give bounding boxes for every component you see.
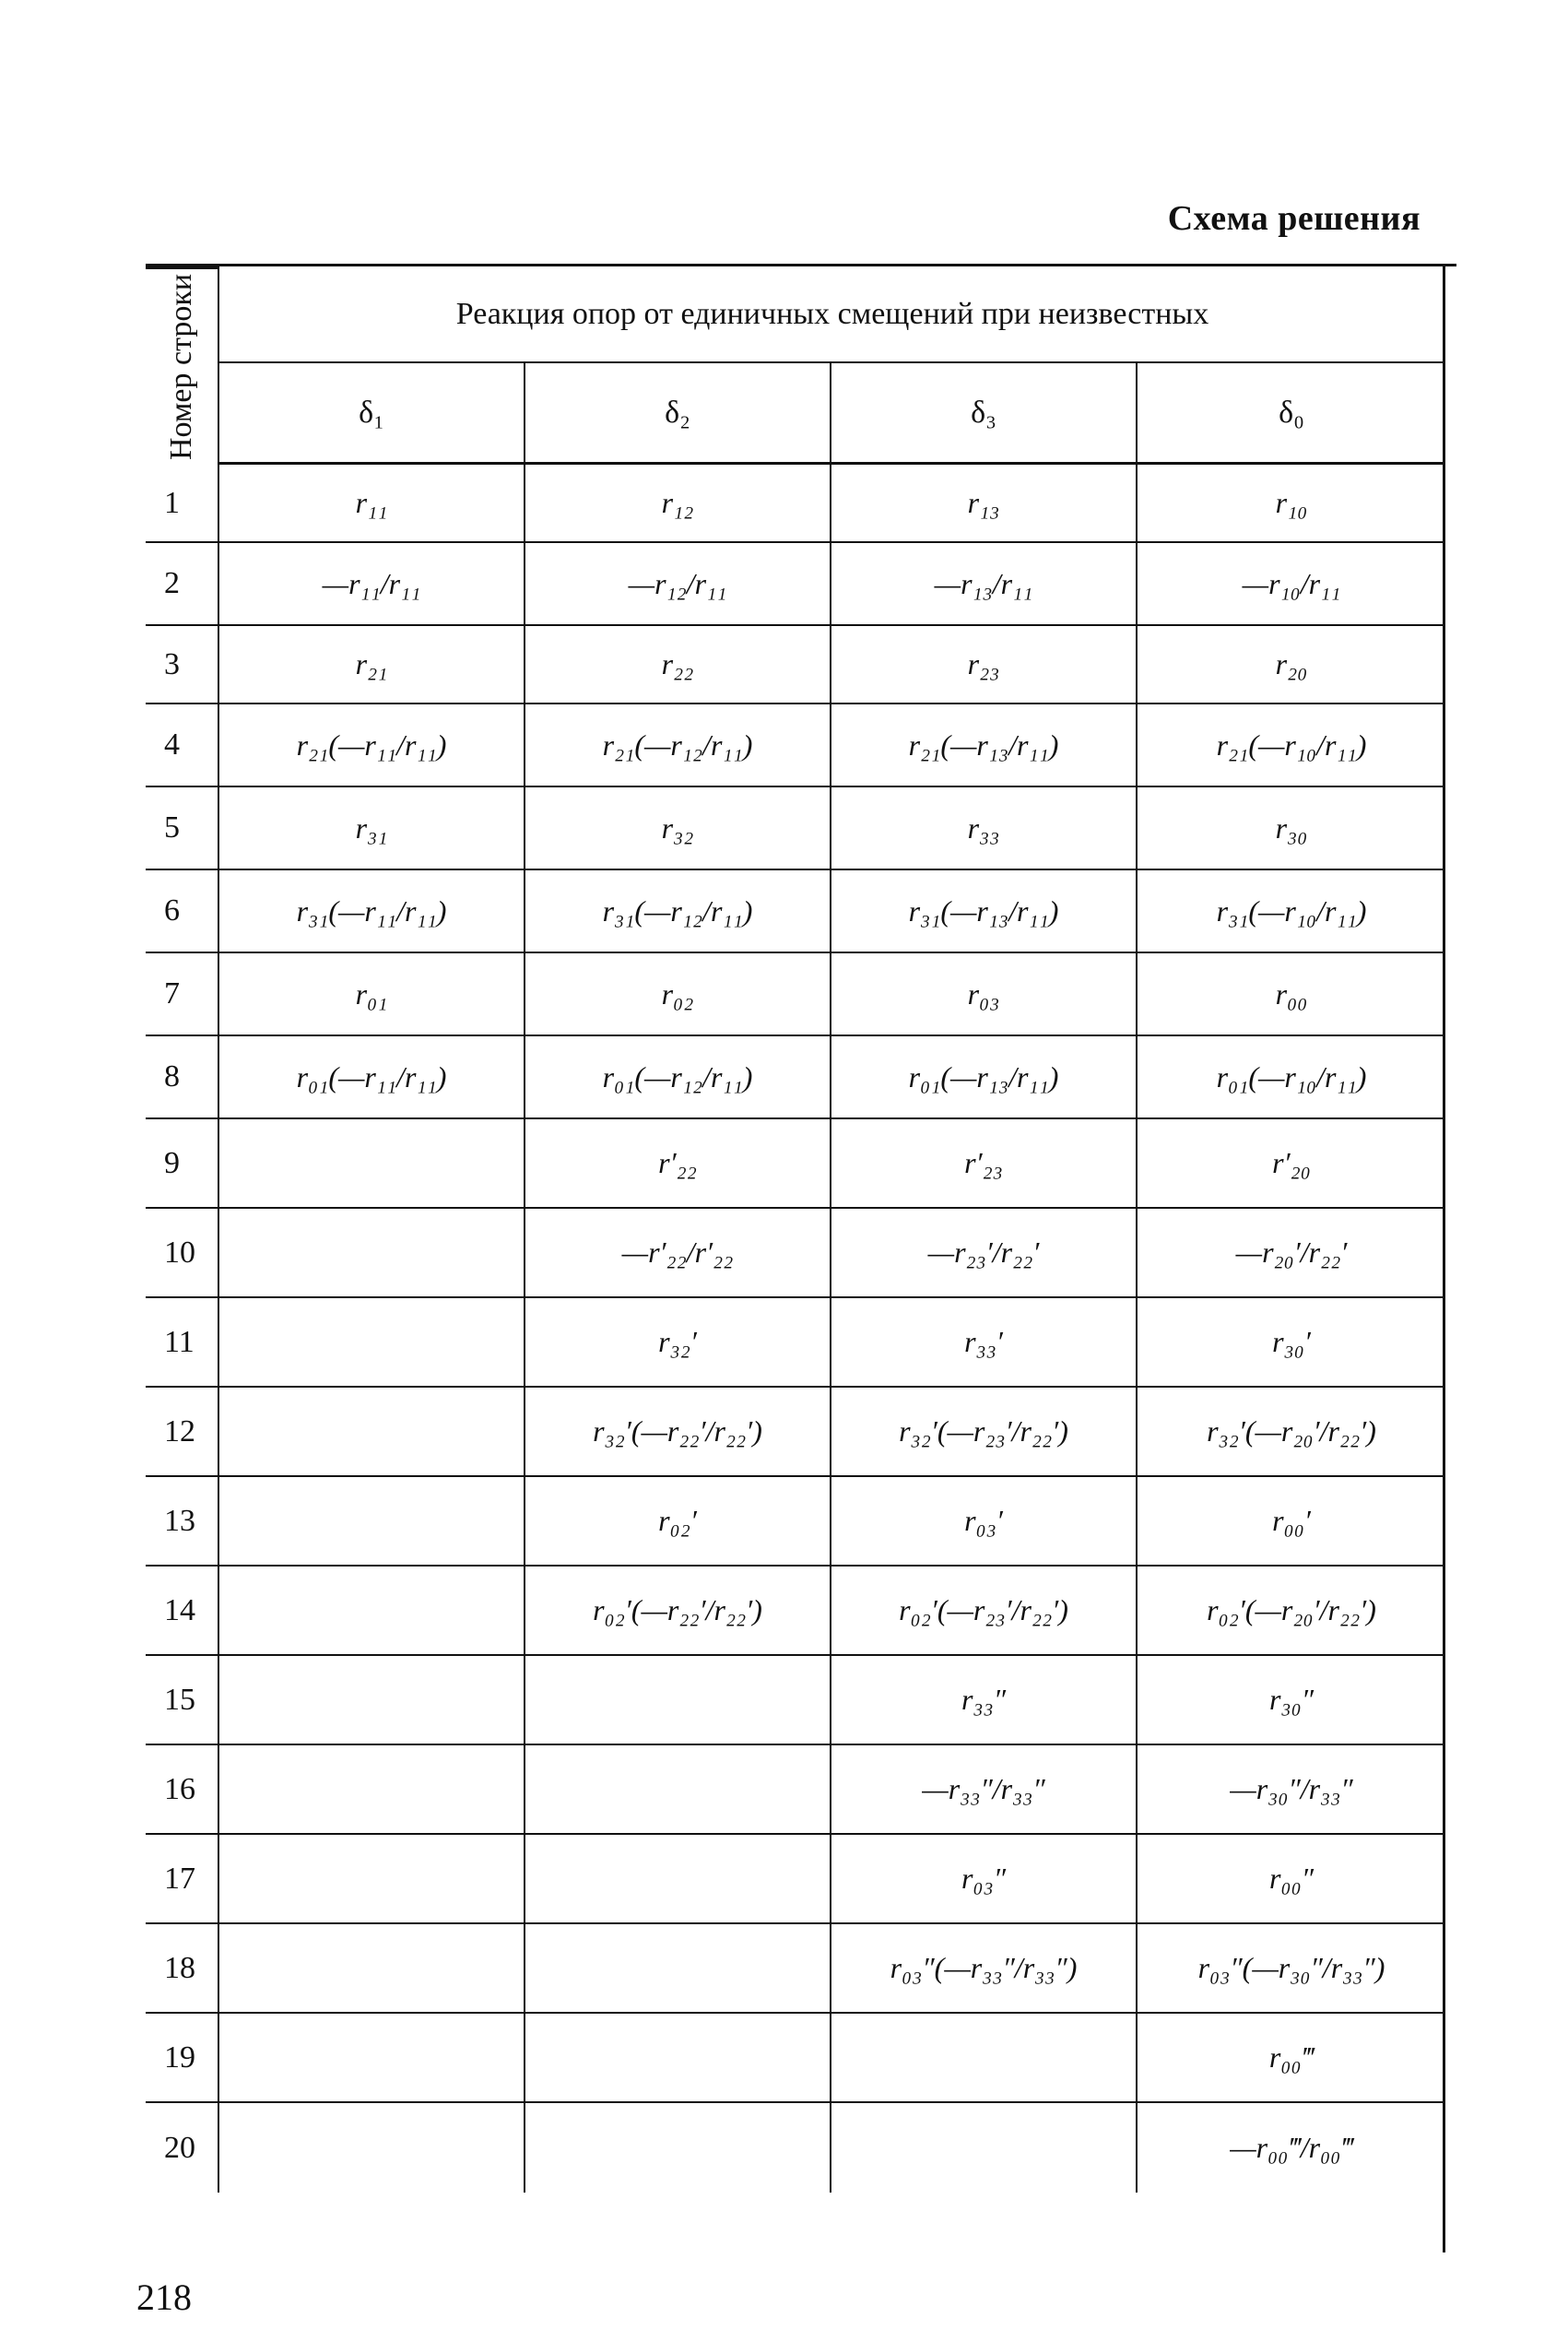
table-cell bbox=[524, 1924, 830, 2014]
table-cell: r₁₂ bbox=[524, 465, 830, 543]
table-cell: r₀₃″(—r₃₃″/r₃₃″) bbox=[830, 1924, 1136, 2014]
table-cell: r₀₁(—r₁₃/r₁₁) bbox=[830, 1036, 1136, 1119]
table-cell: r₂₁(—r₁₁/r₁₁) bbox=[218, 704, 524, 787]
row-number: 3 bbox=[146, 626, 218, 704]
table-cell: r₀₀′ bbox=[1136, 1477, 1445, 1567]
table-cell: r₃₁(—r₁₃/r₁₁) bbox=[830, 870, 1136, 953]
row-number: 16 bbox=[146, 1745, 218, 1835]
table-cell: —r₃₃″/r₃₃″ bbox=[830, 1745, 1136, 1835]
table-cell bbox=[218, 2103, 524, 2193]
row-number: 20 bbox=[164, 2130, 195, 2165]
table-cell: r₃₁(—r₁₂/r₁₁) bbox=[524, 870, 830, 953]
table-cell bbox=[218, 1567, 524, 1656]
table-cell: r₀₃ bbox=[830, 953, 1136, 1036]
table-cell: r₃₃′ bbox=[830, 1298, 1136, 1388]
table-cell bbox=[218, 1656, 524, 1745]
row-number: 1 bbox=[146, 465, 218, 543]
row-number: 11 bbox=[146, 1298, 218, 1388]
table-cell bbox=[524, 1745, 830, 1835]
column-header-delta-1: δ₁ bbox=[218, 363, 524, 465]
table-cell bbox=[830, 2014, 1136, 2103]
row-number: 9 bbox=[146, 1119, 218, 1209]
column-header-delta-3: δ₃ bbox=[830, 363, 1136, 465]
table-cell: —r₁₁/r₁₁ bbox=[218, 543, 524, 626]
table-cell: r₂₁ bbox=[218, 626, 524, 704]
table-cell: r₃₂ bbox=[524, 787, 830, 870]
table-cell: r′₂₂ bbox=[524, 1119, 830, 1209]
row-number: 8 bbox=[146, 1036, 218, 1119]
row-number: 14 bbox=[146, 1567, 218, 1656]
table-cell: —r₁₃/r₁₁ bbox=[830, 543, 1136, 626]
table-cell bbox=[218, 1119, 524, 1209]
table-cell: r₀₀″ bbox=[1136, 1835, 1445, 1924]
table-cell bbox=[218, 1298, 524, 1388]
table-cell bbox=[218, 2014, 524, 2103]
table-cell: r′₂₃ bbox=[830, 1119, 1136, 1209]
table-cell bbox=[524, 2103, 830, 2193]
page-number: 218 bbox=[136, 2276, 192, 2318]
table-cell bbox=[218, 1745, 524, 1835]
table-cell: —r₃₀″/r₃₃″ bbox=[1136, 1745, 1445, 1835]
table-cell: r₀₁(—r₁₂/r₁₁) bbox=[524, 1036, 830, 1119]
row-number: 7 bbox=[146, 953, 218, 1036]
table-cell bbox=[218, 1477, 524, 1567]
table-cell: r₀₁(—r₁₁/r₁₁) bbox=[218, 1036, 524, 1119]
table-cell: r₃₀′ bbox=[1136, 1298, 1445, 1388]
table-cell: r′₂₀ bbox=[1136, 1119, 1445, 1209]
solution-table bbox=[146, 266, 1445, 2252]
table-cell bbox=[524, 1835, 830, 1924]
table-cell: r₀₀‴ bbox=[1136, 2014, 1445, 2103]
table-cell: r₀₂′(—r₂₃′/r₂₂′) bbox=[830, 1567, 1136, 1656]
row-number: 5 bbox=[146, 787, 218, 870]
row-number: 17 bbox=[146, 1835, 218, 1924]
table-cell bbox=[830, 2103, 1136, 2193]
table-cell: r₀₂′(—r₂₂′/r₂₂′) bbox=[524, 1567, 830, 1656]
table-cell: r₀₁(—r₁₀/r₁₁) bbox=[1136, 1036, 1445, 1119]
column-header-delta-0: δ₀ bbox=[1136, 363, 1445, 465]
table-cell: —r₂₀′/r₂₂′ bbox=[1136, 1209, 1445, 1298]
table-cell: r₃₀ bbox=[1136, 787, 1445, 870]
table-cell bbox=[218, 1835, 524, 1924]
table-cell bbox=[524, 2014, 830, 2103]
row-number: 13 bbox=[146, 1477, 218, 1567]
table-cell: —r₁₀/r₁₁ bbox=[1136, 543, 1445, 626]
table-cell: r₂₁(—r₁₃/r₁₁) bbox=[830, 704, 1136, 787]
table-cell: r₃₂′ bbox=[524, 1298, 830, 1388]
page-title: Схема решения bbox=[1167, 199, 1421, 238]
row-number: 18 bbox=[146, 1924, 218, 2014]
row-number: 4 bbox=[146, 704, 218, 787]
main-column-header: Реакция опор от единичных смещений при неизвестных bbox=[218, 266, 1445, 363]
table-cell bbox=[524, 1656, 830, 1745]
table-cell: r₀₂′ bbox=[524, 1477, 830, 1567]
table-cell: —r′₂₂/r′₂₂ bbox=[524, 1209, 830, 1298]
row-number-header: Номер строки bbox=[146, 266, 218, 465]
table-cell: r₀₂′(—r₂₀′/r₂₂′) bbox=[1136, 1567, 1445, 1656]
table-cell: —r₁₂/r₁₁ bbox=[524, 543, 830, 626]
row-number: 12 bbox=[146, 1388, 218, 1477]
table-cell bbox=[218, 1388, 524, 1477]
table-cell bbox=[218, 1209, 524, 1298]
table-cell: r₀₀ bbox=[1136, 953, 1445, 1036]
row-number: 6 bbox=[146, 870, 218, 953]
table-grid bbox=[146, 266, 1445, 2252]
table-cell: r₂₂ bbox=[524, 626, 830, 704]
row-number: 10 bbox=[146, 1209, 218, 1298]
table-cell: r₀₃″(—r₃₀″/r₃₃″) bbox=[1136, 1924, 1445, 2014]
table-cell: —r₂₃′/r₂₂′ bbox=[830, 1209, 1136, 1298]
row-number: 19 bbox=[146, 2014, 218, 2103]
row-number: 15 bbox=[146, 1656, 218, 1745]
table-cell: r₂₃ bbox=[830, 626, 1136, 704]
table-cell: r₁₃ bbox=[830, 465, 1136, 543]
column-header-delta-2: δ₂ bbox=[524, 363, 830, 465]
table-cell: r₂₁(—r₁₀/r₁₁) bbox=[1136, 704, 1445, 787]
table-cell: r₃₂′(—r₂₂′/r₂₂′) bbox=[524, 1388, 830, 1477]
table-cell: r₃₃ bbox=[830, 787, 1136, 870]
table-cell: r₂₀ bbox=[1136, 626, 1445, 704]
table-cell: r₁₁ bbox=[218, 465, 524, 543]
row-number: 2 bbox=[146, 543, 218, 626]
table-cell: r₁₀ bbox=[1136, 465, 1445, 543]
table-cell: r₃₁ bbox=[218, 787, 524, 870]
table-cell: r₃₂′(—r₂₃′/r₂₂′) bbox=[830, 1388, 1136, 1477]
table-cell: r₃₂′(—r₂₀′/r₂₂′) bbox=[1136, 1388, 1445, 1477]
table-cell: r₃₀″ bbox=[1136, 1656, 1445, 1745]
table-cell: —r₀₀‴/r₀₀‴ bbox=[1136, 2103, 1445, 2193]
table-cell: r₃₁(—r₁₁/r₁₁) bbox=[218, 870, 524, 953]
table-cell bbox=[218, 1924, 524, 2014]
table-cell: r₃₁(—r₁₀/r₁₁) bbox=[1136, 870, 1445, 953]
table-cell: r₀₁ bbox=[218, 953, 524, 1036]
table-cell: r₀₂ bbox=[524, 953, 830, 1036]
table-cell: r₀₃′ bbox=[830, 1477, 1136, 1567]
table-cell: r₀₃″ bbox=[830, 1835, 1136, 1924]
table-cell: r₃₃″ bbox=[830, 1656, 1136, 1745]
table-cell: r₂₁(—r₁₂/r₁₁) bbox=[524, 704, 830, 787]
